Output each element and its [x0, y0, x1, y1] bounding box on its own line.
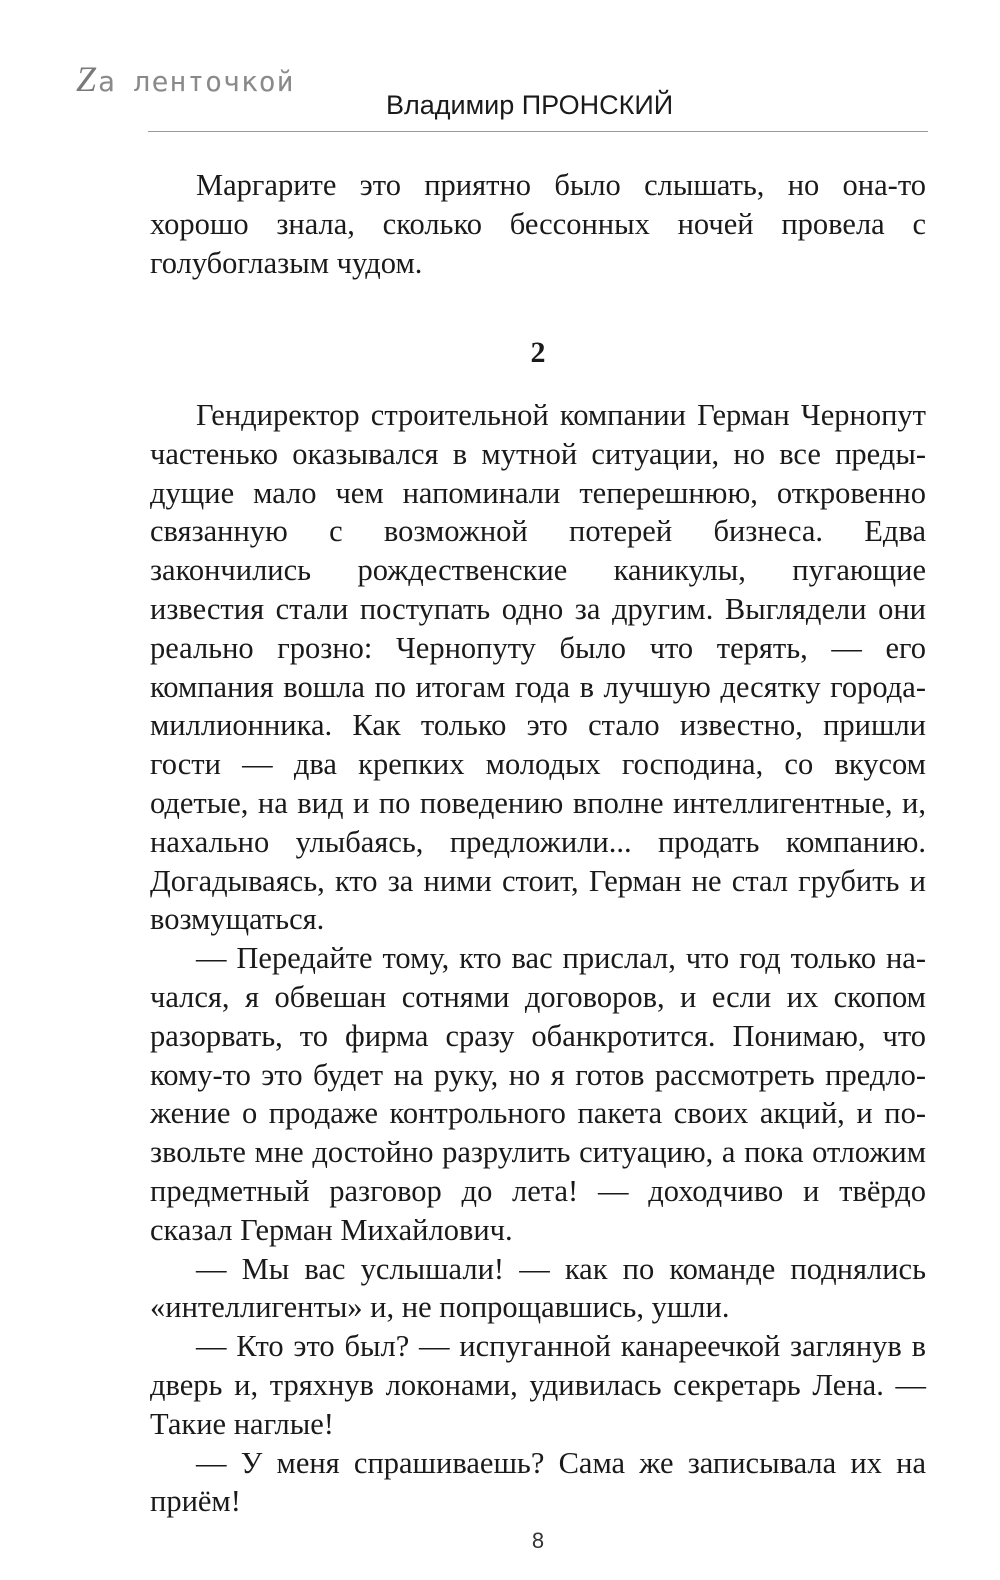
page-number: 8 — [531, 1528, 545, 1553]
series-title — [76, 58, 294, 100]
paragraph: — Мы вас услышали! — как по команде поднялись «интеллигенты» и, не попрощавшись, ушли. — [150, 1251, 926, 1325]
intro-text — [150, 166, 926, 282]
paragraph: — Передайте тому, кто вас прислал, что год только начался, я обвешан сотнями договоров, и если их скопом разорвать, то фирма сразу обанкротится. Понимаю, что кому-то это будет на руку, но я готов рассмотреть предложение о продаже контрольного пакета своих акций, и позвольте мне достойно разрулить ситуацию, а пока отложим предметный разговор до лета! — доходчиво и твёрдо сказал Герман Михайлович. — [150, 941, 926, 1247]
paragraph: Гендиректор строительной компании Герман Чернопут частенько оказывался в мутной ситуации, но все предыдущие мало чем напоминали теперешнюю, откровенно связанную с возможной потерей бизнеса. Едва закончились рождественские каникулы, пугающие известия стали поступать одно за другим. Выглядели они реально грозно: Чернопуту было что терять, — его компания вошла по итогам года в лучшую десятку города-миллионника. Как только это стало известно, пришли гости — два крепких молодых господина, со вкусом одетые, на вид и по поведению вполне интеллигентные, и, нахально улыбаясь, предложили... продать компанию. Догадываясь, кто за ними стоит, Герман не стал грубить и возмущаться. — [150, 398, 926, 937]
header-rule — [148, 131, 928, 132]
chapter-number: 2 — [530, 336, 546, 369]
chapter-text — [150, 396, 926, 1521]
paragraph: — У меня спрашиваешь? Сама же записывала их на приём! — [150, 1445, 926, 1519]
series-title-text: а ленточкой — [98, 65, 295, 98]
running-head-author: Владимир ПРОНСКИЙ — [386, 90, 674, 120]
paragraph: Маргарите это приятно было слышать, но она-то хорошо знала, сколько бессонных ночей провела с голубоглазым чудом. — [150, 168, 926, 280]
series-title-mark: Z — [76, 59, 97, 99]
paragraph: — Кто это был? — испуганной канареечкой заглянув в дверь и, тряхнув локонами, удивилась секретарь Лена. — Такие наглые! — [150, 1329, 926, 1441]
